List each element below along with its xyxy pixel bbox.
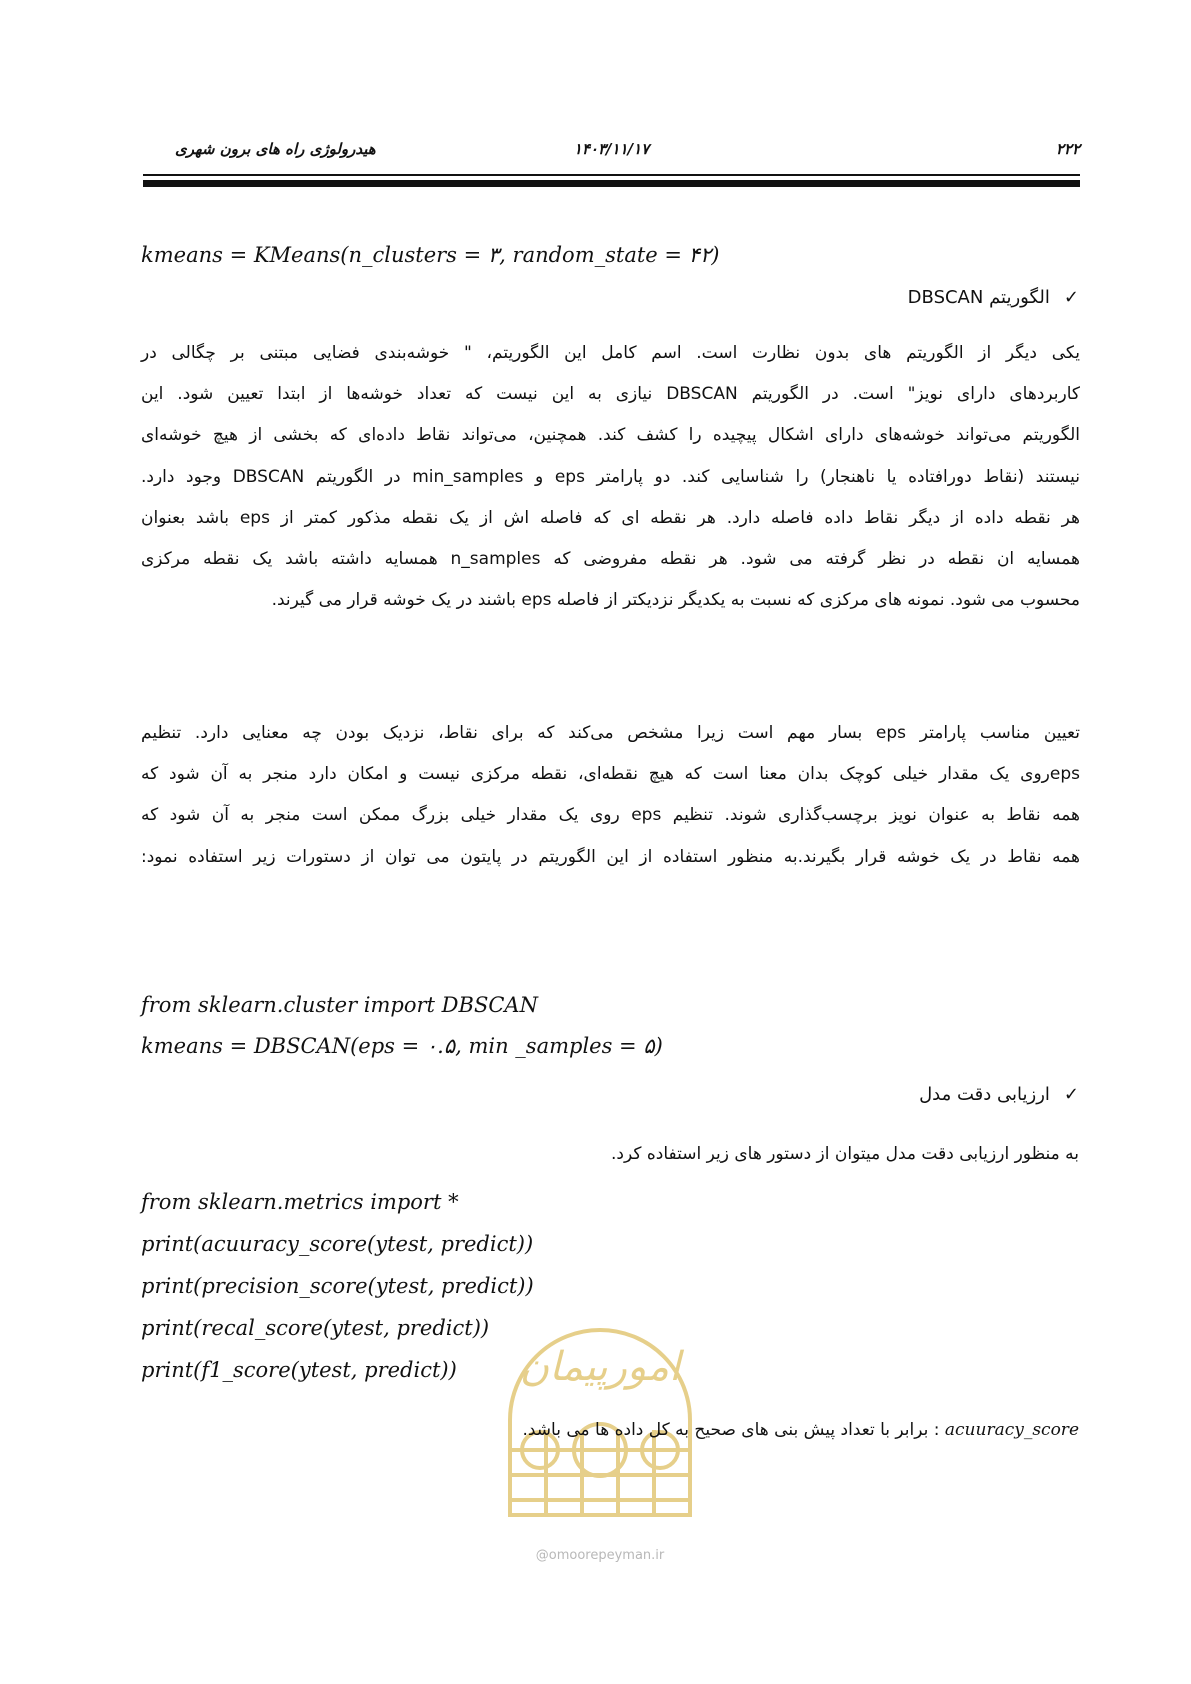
paragraph-line: همه نقاط در یک خوشه قرار بگیرند.به منظور استفاده از این الگوریتم در پایتون می توان از دستورات زیر استفاده نمود: xyxy=(141,846,1080,867)
page-header xyxy=(143,140,1080,164)
accuracy-note xyxy=(522,1420,1079,1440)
heading-text: الگوریتم DBSCAN xyxy=(907,287,1050,308)
checkmark-icon: ✓ xyxy=(1063,287,1079,308)
section-heading-eval xyxy=(919,1084,1079,1105)
code-print-precision: print(precision_score(ytest, predict)) xyxy=(141,1274,534,1298)
paragraph-eps xyxy=(141,713,1080,878)
paragraph-line: کاربردهای دارای نویز" است. در الگوریتم DBSCAN نیازی به این نیست که تعداد خوشه‌ها از ابتدا تعیین شود. این xyxy=(141,384,1080,405)
paragraph-line: تعیین مناسب پارامتر eps بسار مهم است زیرا مشخص می‌کند که برای نقاط، نزدیک بودن چه معنایی دارد. تنظیم xyxy=(141,723,1080,743)
watermark-url: @omoorepeyman.ir xyxy=(535,1548,665,1563)
paragraph-line: محسوب می شود. نمونه های مرکزی که نسبت به یکدیگر نزدیکتر از فاصله eps باشند در یک خوشه قرار می گیرند. xyxy=(271,590,1080,611)
paragraph-line: epsروی یک مقدار خیلی کوچک بدان معنا است که هیچ نقطه‌ای، نقطه مرکزی نیست و امکان دارد منجر به آن شود که xyxy=(141,764,1080,785)
paragraph-line: همه نقاط به عنوان نویز برچسب‌گذاری شوند. تنظیم eps روی یک مقدار خیلی بزرگ ممکن است منجر به آن شود که xyxy=(141,805,1080,826)
paragraph-line: نیستند (نقاط دورافتاده یا ناهنجار) را شناسایی کند. دو پارامتر eps و min_samples در الگوریتم DBSCAN وجود دارد. xyxy=(141,466,1080,487)
code-dbscan-call: kmeans = DBSCAN(eps = ۰.۵, min _samples = ۵) xyxy=(141,1034,663,1058)
eval-intro: به منظور ارزیابی دقت مدل میتوان از دستور های زیر استفاده کرد. xyxy=(611,1144,1079,1164)
header-rule-thick xyxy=(143,180,1080,187)
code-print-recall: print(recal_score(ytest, predict)) xyxy=(141,1316,490,1340)
paragraph-dbscan xyxy=(141,333,1080,621)
header-date: ۱۴۰۳/۱۱/۱۷ xyxy=(573,140,650,158)
code-kmeans: kmeans = KMeans(n_clusters = ۳, random_state = ۴۲) xyxy=(141,243,720,267)
heading-text: ارزیابی دقت مدل xyxy=(919,1084,1050,1105)
header-title: هیدرولوژی راه های برون شهری xyxy=(175,140,376,158)
header-rule-thin xyxy=(143,174,1080,176)
paragraph-line: الگوریتم می‌تواند خوشه‌های دارای اشکال پیچیده را کشف کند. همچنین، می‌تواند نقاط داده‌ای که بخشی از هیچ خوشه‌ای xyxy=(141,425,1080,446)
section-heading-dbscan xyxy=(908,287,1079,308)
checkmark-icon: ✓ xyxy=(1063,1084,1079,1105)
watermark-logo-text: امورپیمان xyxy=(519,1344,681,1390)
code-print-accuracy: print(acuuracy_score(ytest, predict)) xyxy=(141,1232,534,1256)
page-number: ۲۲۲ xyxy=(1055,140,1080,158)
paragraph-line: همسایه ان نقطه در نظر گرفته می شود. هر نقطه مفروضی که n_samples همسایه داشته باشد یک نقطه مرکزی xyxy=(141,549,1080,570)
note-text: : برابر با تعداد پیش بنی های صحیح به کل داده ها می باشد. xyxy=(522,1420,945,1440)
code-import-metrics: from sklearn.metrics import * xyxy=(141,1190,459,1214)
code-import-dbscan: from sklearn.cluster import DBSCAN xyxy=(141,993,538,1017)
code-print-f1: print(f1_score(ytest, predict)) xyxy=(141,1358,457,1382)
note-term: acuuracy_score xyxy=(944,1420,1079,1440)
paragraph-line: هر نقطه داده از دیگر نقاط داده فاصله دارد. هر نقطه ای که فاصله اش از یک نقطه مذکور کمتر از eps باشد بعنوان xyxy=(141,507,1080,528)
paragraph-line: یکی دیگر از الگوریتم های بدون نظارت است. اسم کامل این الگوریتم، " خوشه‌بندی فضایی مبتنی بر چگالی در xyxy=(141,343,1080,363)
